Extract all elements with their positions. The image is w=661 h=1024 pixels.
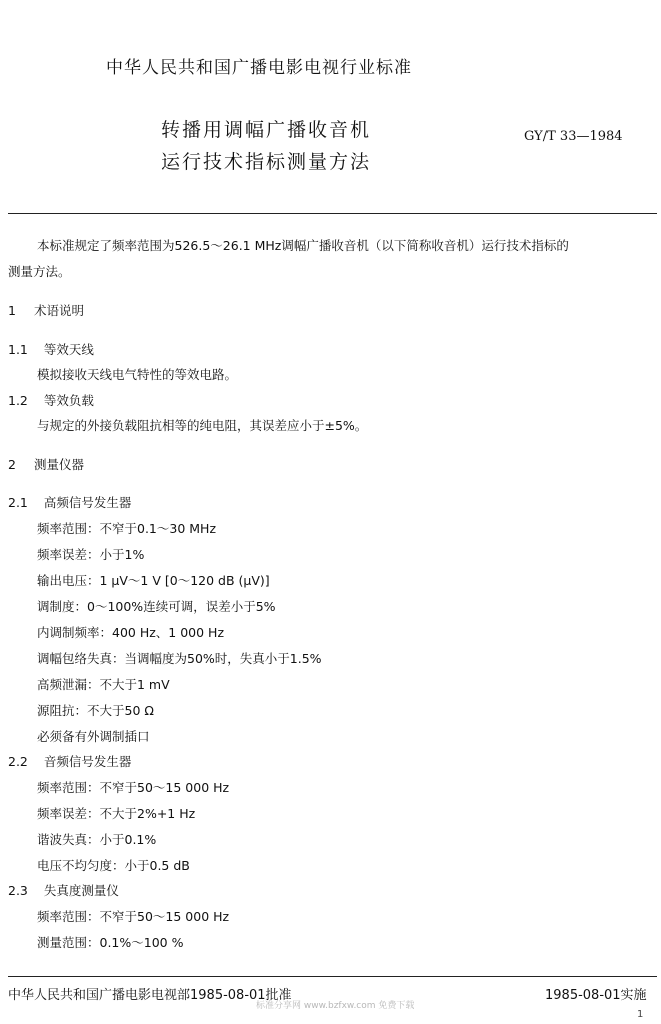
spec-line: 测量范围：0.1%～100 % [37,935,184,950]
section-number: 2 [8,457,16,472]
page-number: 1 [637,1009,644,1020]
section-number: 1 [8,303,16,318]
top-rule [8,213,657,214]
section-heading [8,391,94,409]
spec-line: 电压不均匀度：小于0.5 dB [37,858,190,873]
section-number: 1.1 [8,342,28,357]
section-heading [8,301,84,319]
approval-note: 中华人民共和国广播电影电视部1985-08-01批准 [8,988,292,1003]
spec-line: 源阻抗：不大于50 Ω [37,703,154,718]
spec-line: 频率范围：不窄于50～15 000 Hz [37,909,230,924]
spec-line: 频率误差：不大于2%+1 Hz [37,806,196,821]
title-line-1: 转播用调幅广播收音机 [161,119,372,141]
section-number: 2.2 [8,754,28,769]
spec-line: 谐波失真：小于0.1% [37,832,157,847]
section-title: 术语说明 [33,303,84,318]
spec-line: 调制度：0～100%连续可调，误差小于5% [37,599,276,614]
effective-date: 1985-08-01实施 [545,988,647,1003]
document-header: 中华人民共和国广播电影电视行业标准 [106,58,412,78]
spec-line: 频率范围：不窄于50～15 000 Hz [37,780,230,795]
section-number: 2.3 [8,883,28,898]
intro-line-2: 测量方法。 [8,264,71,279]
spec-line: 必须备有外调制插口 [37,729,150,744]
section-heading [8,493,131,511]
section-title: 测量仪器 [33,457,84,472]
section-heading [8,455,84,473]
section-title: 失真度测量仪 [43,883,119,898]
spec-line: 输出电压：1 μV～1 V [0～120 dB (μV)] [37,573,270,588]
section-heading [8,340,94,358]
spec-line: 高频泄漏：不大于1 mV [37,677,170,692]
section-title: 等效天线 [43,342,94,357]
section-heading [8,752,131,770]
section-title: 高频信号发生器 [43,495,132,510]
bottom-rule [8,976,657,977]
spec-line: 频率范围：不窄于0.1～30 MHz [37,521,217,536]
title-line-2: 运行技术指标测量方法 [161,151,372,173]
standard-code: GY/T 33—1984 [524,129,623,144]
section-heading [8,881,119,899]
body-line: 模拟接收天线电气特性的等效电路。 [37,367,238,382]
spec-line: 频率误差：小于1% [37,547,145,562]
section-title: 等效负载 [43,393,94,408]
section-number: 1.2 [8,393,28,408]
spec-line: 调幅包络失真：当调幅度为50%时，失真小于1.5% [37,651,322,666]
section-title: 音频信号发生器 [43,754,132,769]
section-number: 2.1 [8,495,28,510]
body-line: 与规定的外接负载阻抗相等的纯电阻，其误差应小于±5%。 [37,418,368,433]
spec-line: 内调制频率：400 Hz、1 000 Hz [37,625,225,640]
intro-line-1: 本标准规定了频率范围为526.5～26.1 MHz调幅广播收音机（以下简称收音机）运行技术指标的 [37,238,569,253]
watermark: 标准分享网 www.bzfxw.com 免费下载 [256,1001,415,1011]
